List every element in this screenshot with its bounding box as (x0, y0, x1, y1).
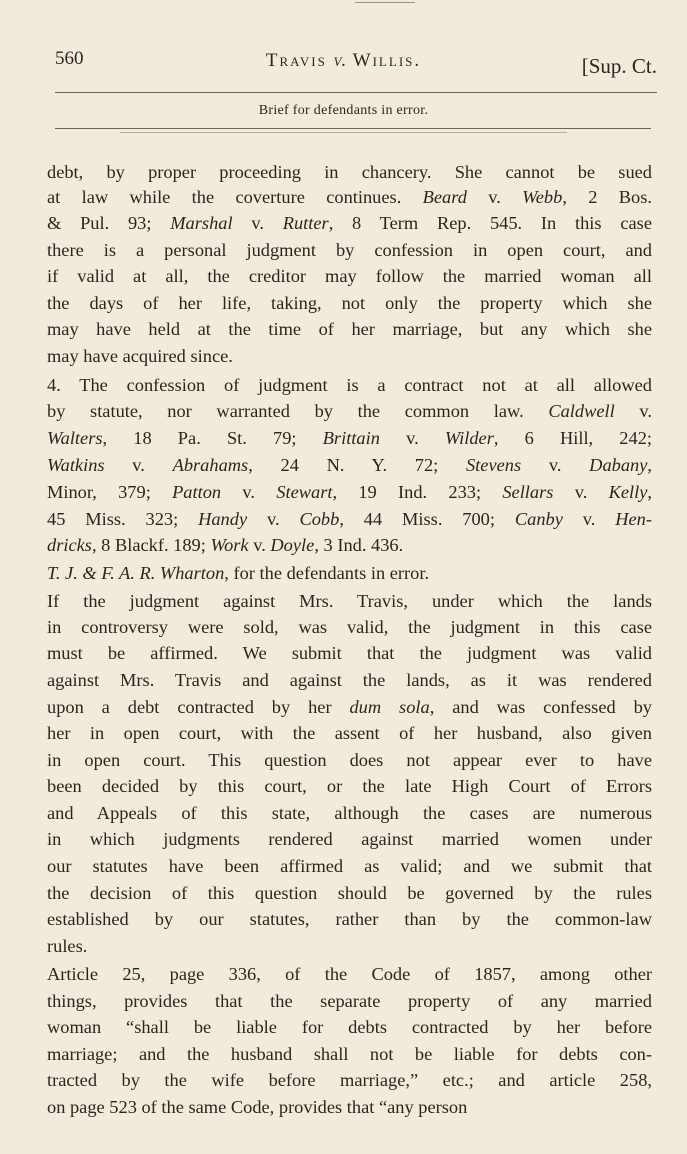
text-line (47, 907, 652, 932)
text-segment: , 2 Bos. (562, 187, 652, 207)
italic-citation: Stewart (276, 482, 333, 502)
text-segment: woman “shall be liable for debts contracted by her before (47, 1017, 652, 1037)
text-segment: tracted by the wife before marriage,” etc.; and article 258, (47, 1070, 652, 1090)
text-line (47, 827, 652, 852)
versus: v. (333, 50, 347, 71)
italic-citation: Hen- (615, 509, 652, 529)
party-plaintiff: Travis (265, 50, 327, 71)
text-line (47, 399, 652, 424)
text-segment: debt, by proper proceeding in chancery. She cannot be sued (47, 162, 652, 182)
text-segment: on page 523 of the same Code, provides that “any person (47, 1097, 468, 1117)
text-line (47, 426, 652, 451)
text-segment: , 24 N. Y. 72; (248, 455, 466, 475)
italic-citation: Wilder (444, 428, 494, 448)
italic-citation: Beard (422, 187, 467, 207)
italic-citation: Abrahams (172, 455, 249, 475)
text-segment: 45 Miss. 323; (47, 509, 199, 529)
text-segment: v. (104, 455, 173, 475)
text-segment: upon a debt contracted by her (47, 697, 350, 717)
text-segment: at law while the coverture continues. (47, 187, 423, 207)
text-line (47, 615, 652, 640)
text-segment: the decision of this question should be governed by the rules (47, 883, 652, 903)
text-line (47, 480, 652, 505)
text-segment: , 44 Miss. 700; (339, 509, 515, 529)
text-segment: v. (562, 509, 616, 529)
text-line (47, 533, 652, 558)
italic-citation: dricks (47, 535, 92, 555)
text-segment: , and was confessed by (429, 697, 652, 717)
text-segment: , for the defendants in error. (224, 563, 430, 583)
italic-citation: Work (210, 535, 249, 555)
text-segment: must be affirmed. We submit that the judgment was valid (47, 643, 652, 663)
italic-citation: Walters (47, 428, 103, 448)
text-segment: our statutes have been affirmed as valid; and we submit that (47, 856, 652, 876)
text-segment: Article 25, page 336, of the Code of 1857, among other (47, 964, 652, 984)
text-segment: established by our statutes, rather than by the common-law (47, 909, 652, 929)
italic-citation: Stevens (465, 455, 522, 475)
subheading-rule-secondary (120, 132, 567, 133)
text-segment: marriage; and the husband shall not be liable for debts con- (47, 1044, 652, 1064)
italic-citation: Webb (522, 187, 563, 207)
italic-citation: Marshal (170, 213, 233, 233)
text-segment: in controversy were sold, was valid, the judgment in this case (47, 617, 652, 637)
text-segment: , 19 Ind. 233; (332, 482, 503, 502)
text-line (47, 1015, 652, 1040)
text-line (47, 160, 652, 185)
text-segment: v. (248, 535, 271, 555)
text-line (47, 317, 652, 342)
italic-citation: Dabany (589, 455, 648, 475)
text-line (47, 344, 652, 369)
text-line (47, 238, 652, 263)
text-line (47, 561, 652, 586)
text-segment: , 8 Term Rep. 545. In this case (328, 213, 652, 233)
text-line (47, 264, 652, 289)
italic-citation: Doyle (270, 535, 315, 555)
top-edge-rule (355, 2, 415, 3)
text-segment: v. (221, 482, 277, 502)
italic-citation: dum sola (349, 697, 430, 717)
text-segment: against Mrs. Travis and against the lands, as it was rendered (47, 670, 652, 690)
text-line (47, 507, 652, 532)
text-segment: , (647, 455, 652, 475)
text-segment: v. (379, 428, 445, 448)
text-segment: , 8 Blackf. 189; (91, 535, 211, 555)
court-label: [Sup. Ct. (581, 54, 657, 78)
text-line (47, 695, 652, 720)
italic-citation: Handy (198, 509, 248, 529)
text-line (47, 668, 652, 693)
text-segment: if valid at all, the creditor may follow the married woman all (47, 266, 652, 286)
text-line (47, 453, 652, 478)
italic-citation: Rutter (282, 213, 329, 233)
text-segment: v. (553, 482, 609, 502)
italic-citation: Cobb (299, 509, 340, 529)
text-segment: things, provides that the separate property of any married (47, 991, 652, 1011)
text-segment: v. (614, 401, 652, 421)
text-line (47, 589, 652, 614)
text-segment: If the judgment against Mrs. Travis, under which the lands (47, 591, 652, 611)
text-segment: v. (232, 213, 283, 233)
text-line (47, 934, 652, 959)
text-line (47, 801, 652, 826)
text-segment: her in open court, with the assent of her husband, also given (47, 723, 652, 743)
text-segment: may have held at the time of her marriage, but any which she (47, 319, 652, 339)
italic-citation: Watkins (47, 455, 105, 475)
text-segment: & Pul. 93; (47, 213, 171, 233)
text-line (47, 748, 652, 773)
italic-citation: Patton (172, 482, 222, 502)
text-line (47, 291, 652, 316)
text-segment: v. (466, 187, 523, 207)
italic-citation: Canby (514, 509, 563, 529)
text-line (47, 962, 652, 987)
text-segment: in open court. This question does not appear ever to have (47, 750, 652, 770)
text-segment: been decided by this court, or the late High Court of Errors (47, 776, 652, 796)
text-segment: , 3 Ind. 436. (314, 535, 404, 555)
text-segment: rules. (47, 936, 88, 956)
text-line (47, 1068, 652, 1093)
text-line (47, 1042, 652, 1067)
italic-citation: Caldwell (548, 401, 615, 421)
text-segment: there is a personal judgment by confession in open court, and (47, 240, 652, 260)
text-segment: by statute, nor warranted by the common law. (47, 401, 549, 421)
text-line (47, 774, 652, 799)
text-line (47, 854, 652, 879)
text-segment: v. (247, 509, 300, 529)
subheading-rule (55, 128, 651, 129)
text-segment: , 6 Hill, 242; (493, 428, 652, 448)
brief-subheading: Brief for defendants in error. (258, 103, 429, 118)
text-line (47, 211, 652, 236)
text-line (47, 721, 652, 746)
running-header (0, 40, 687, 80)
text-segment: , 18 Pa. St. 79; (102, 428, 323, 448)
header-rule (55, 92, 657, 93)
text-line (47, 1095, 652, 1120)
text-line (47, 989, 652, 1014)
italic-citation: Kelly (608, 482, 648, 502)
text-line (47, 185, 652, 210)
text-line (47, 373, 652, 398)
italic-citation: T. J. & F. A. R. Wharton (47, 563, 225, 583)
text-line (47, 641, 652, 666)
text-segment: , (647, 482, 652, 502)
text-segment: may have acquired since. (47, 346, 233, 366)
page-number: 560 (55, 48, 84, 69)
text-segment: 4. The confession of judgment is a contract not at all allowed (47, 375, 652, 395)
text-segment: v. (521, 455, 590, 475)
text-segment: the days of her life, taking, not only the property which she (47, 293, 652, 313)
text-line (47, 881, 652, 906)
italic-citation: Sellars (502, 482, 554, 502)
text-segment: Minor, 379; (47, 482, 173, 502)
text-segment: in which judgments rendered against married women under (47, 829, 652, 849)
italic-citation: Brittain (322, 428, 380, 448)
party-defendant: Willis. (352, 50, 422, 71)
text-segment: and Appeals of this state, although the cases are numerous (47, 803, 652, 823)
